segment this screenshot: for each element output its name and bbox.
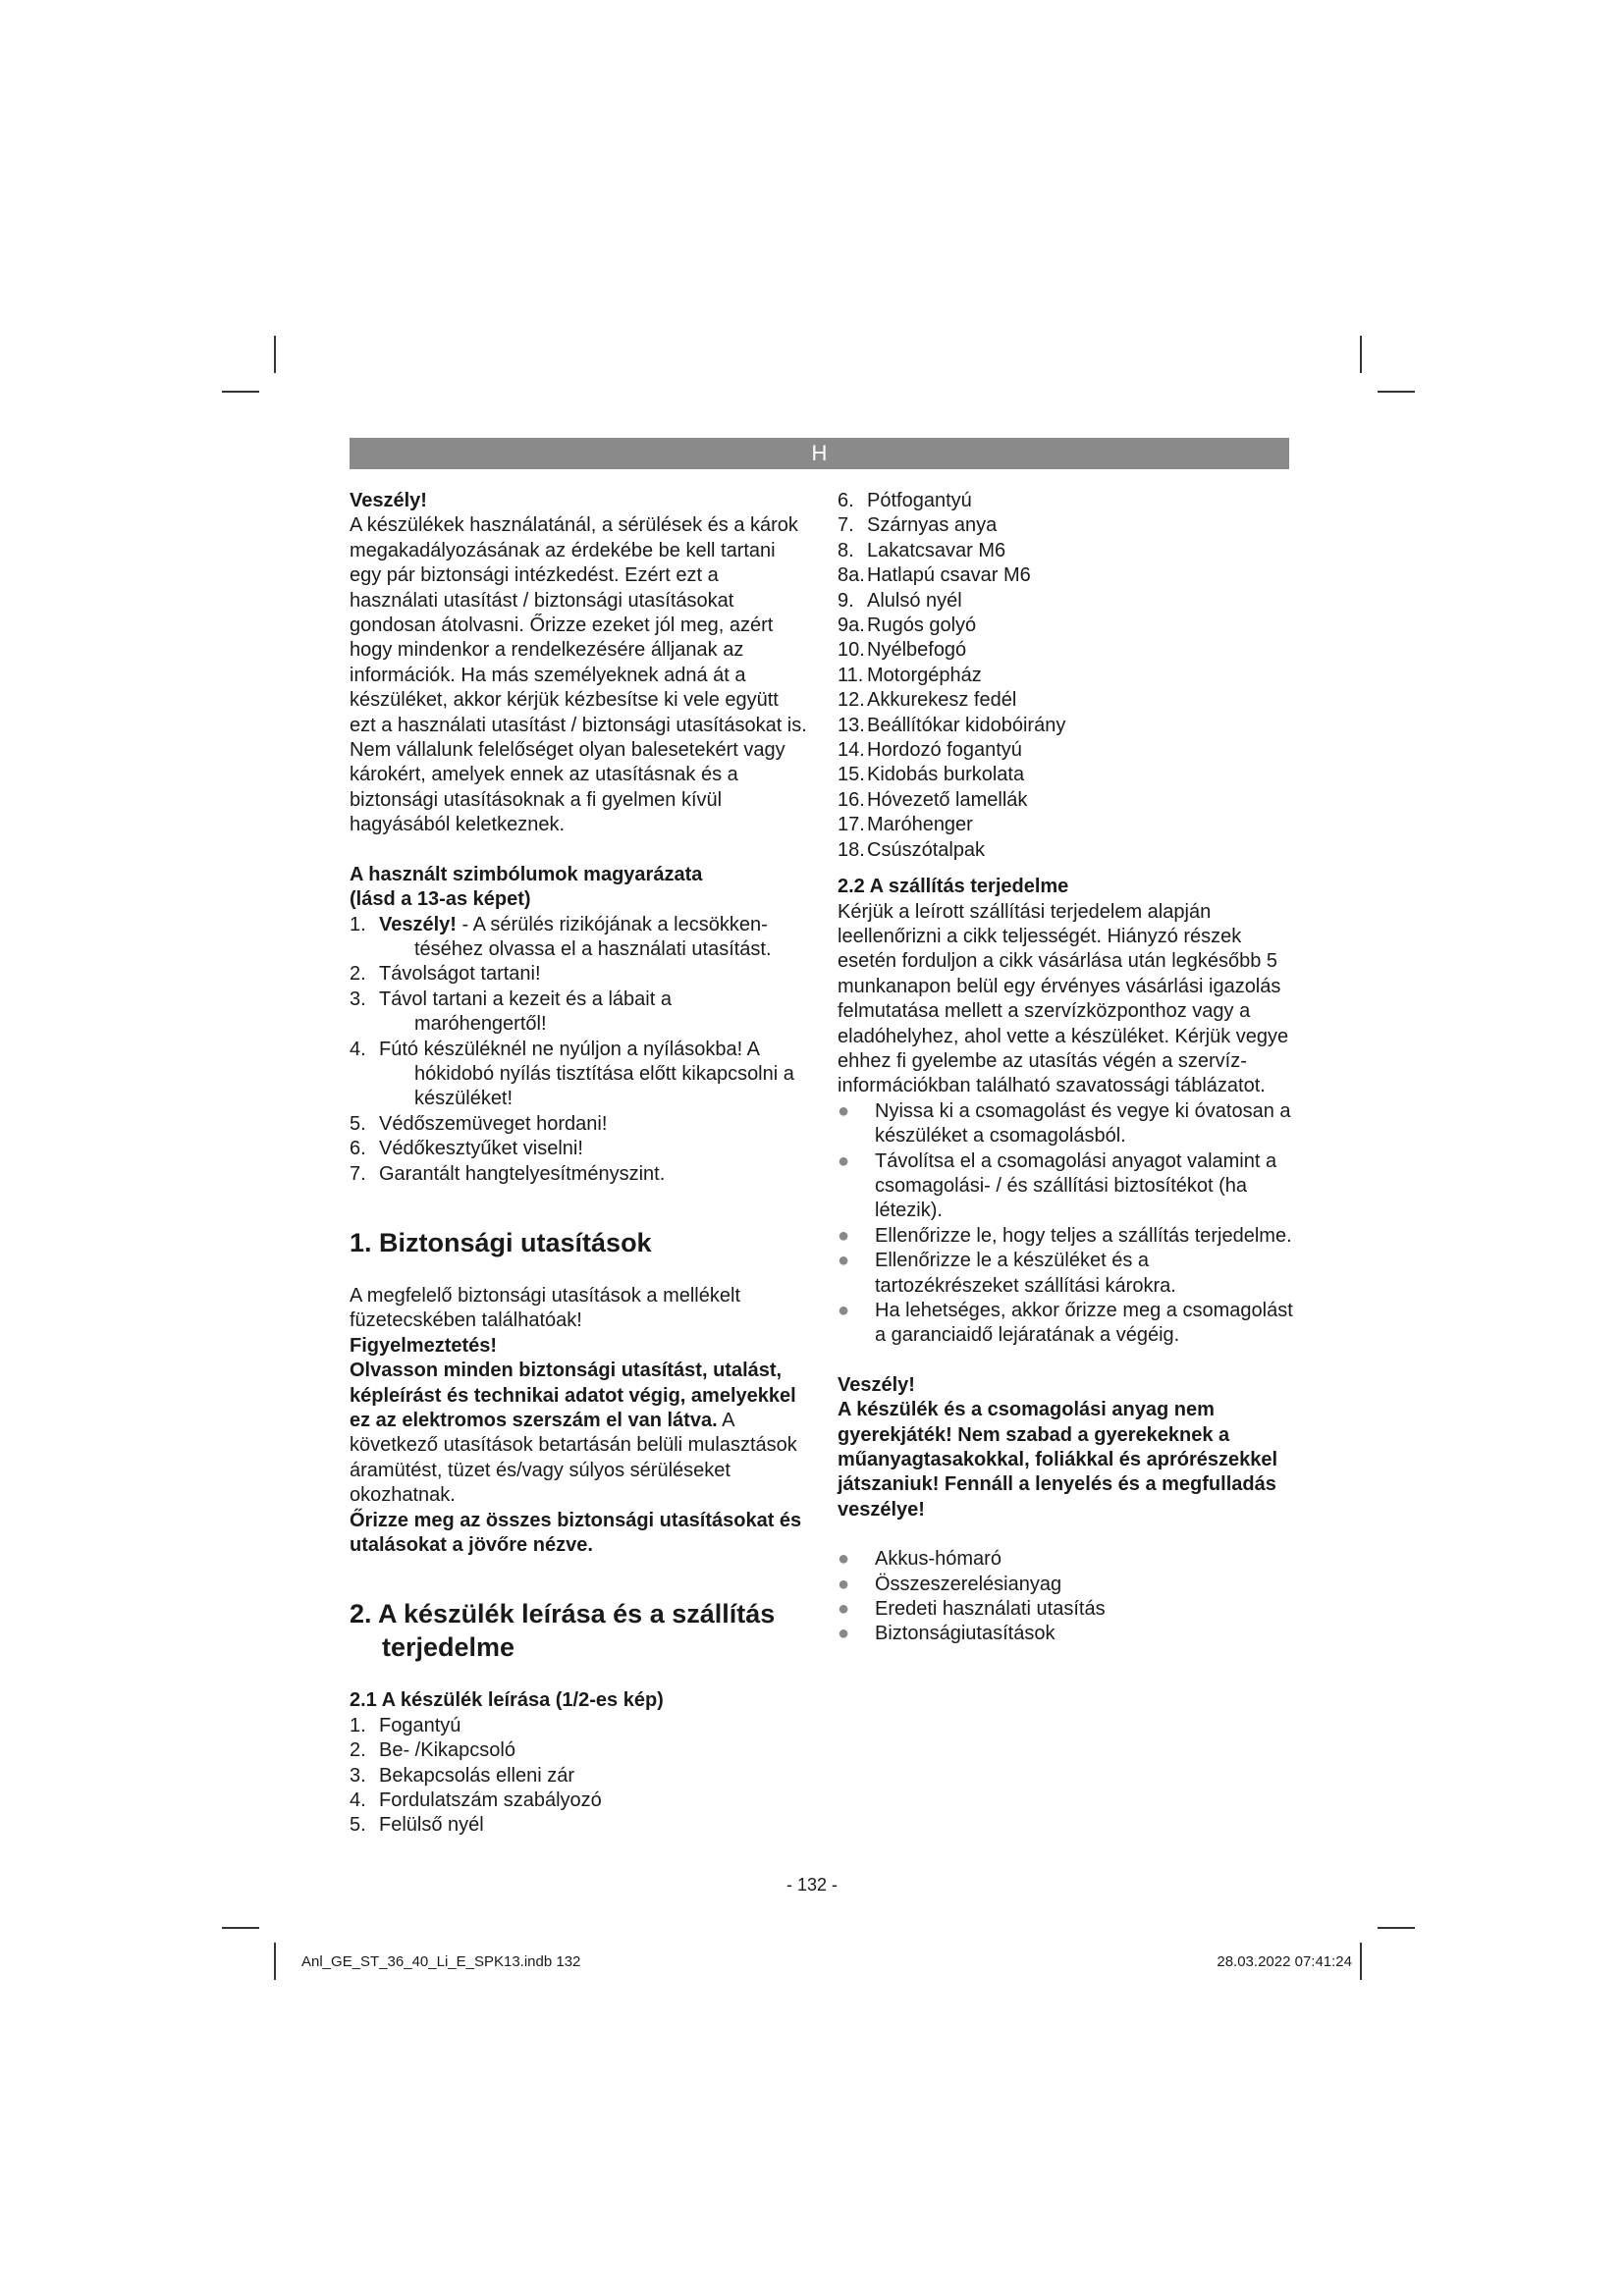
step-item: ● Nyissa ki a csomagolást és vegye ki óvatosan a készüléket a csomagolásból.	[838, 1099, 1291, 1148]
warning-bold-text: Olvasson minden biztonsági utasítást, utalást, képleírást és technikai adatot végig, amelyekkel ez az elektromos szerszám el van látva.	[350, 1360, 796, 1431]
part-item: 17. Maróhenger	[838, 814, 973, 836]
symbol-item: 4. Fútó készüléknél ne nyúljon a nyílásokba! A hókidobó nyílás tisztítása előtt kikapcsolni a készüléket!	[350, 1038, 794, 1110]
crop-mark	[222, 1927, 259, 1929]
crop-mark	[222, 391, 259, 393]
symbol-item: 6. Védőkesztyűket viselni!	[350, 1138, 583, 1160]
part-item: 9a. Rugós golyó	[838, 614, 977, 637]
part-item: 14. Hordozó fogantyú	[838, 739, 1022, 762]
warning-heading: Figyelmeztetés!	[350, 1334, 498, 1357]
danger-2-body: A készülék és a csomagolási anyag nem gyerekjáték! Nem szabad a gyerekeknek a műanyagtasakokkal, foliákkal és aprórészekkel játszaniuk! Fennáll a lenyelés és a megfulladás veszélye!	[838, 1399, 1278, 1521]
step-item: ● Ellenőrizze le a készüléket és a tartozékrészeket szállítási károkra.	[838, 1250, 1176, 1297]
crop-mark	[274, 336, 276, 373]
keep-instructions: Őrizze meg az összes biztonsági utasításokat és utalásokat a jövőre nézve.	[350, 1509, 802, 1557]
step-item: ● Ha lehetséges, akkor őrizze meg a csomagolást a garanciaidő lejáratának a végéig.	[838, 1300, 1293, 1347]
section-1-intro: A megfelelő biztonsági utasítások a mellékelt füzetecskében találhatóak!	[350, 1284, 740, 1332]
file-name: Anl_GE_ST_36_40_Li_E_SPK13.indb 132	[301, 1953, 581, 1970]
symbol-item: 5. Védőszemüveget hordani!	[350, 1112, 608, 1135]
danger-body: A készülékek használatánál, a sérülések és a károk megakadályozásának az érdekébe be kell tartani egy pár biztonsági intézkedést. Ezért ezt a használati utasítást / biztonsági utasításokat gondosan átolvasni. Őrizze ezeket jól meg, azért hogy mindenkor a rendelkezésére álljanak az információk. Ha más személyeknek adná át a készüléket, akkor kérjük kézbesítse ki vele együtt ezt a használati utasítást / biztonsági utasításokat is. Nem vállalunk felelőséget olyan balesetekért vagy károkért, amelyek ennek az utasításnak és a biztonsági utasításoknak a fi gyelmen kívül hagyásából keletkeznek.	[350, 514, 807, 836]
part-item: 11. Motorgépház	[838, 664, 982, 686]
step-item: ● Távolítsa el a csomagolási anyagot valamint a csomagolási- / és szállítási biztosítékot (ha létezik).	[838, 1149, 1277, 1222]
crop-mark	[1360, 336, 1362, 373]
symbol-item: 1. Veszély! - A sérülés rizikójának a lecsökken- téséhez olvassa el a használati utasítást.	[350, 913, 772, 960]
section-2-2-heading: 2.2 A szállítás terjedelme	[838, 876, 1069, 898]
crop-mark	[274, 1943, 276, 1980]
part-item: 18. Csúszótalpak	[838, 838, 986, 861]
part-item: 5. Felülső nyél	[350, 1814, 484, 1837]
symbols-heading: A használt szimbólumok magyarázata	[350, 863, 703, 885]
symbol-item: 3. Távol tartani a kezeit és a lábait a maróhengertől!	[350, 988, 672, 1036]
warning-text: A következő utasítások betartásán belüli mulasztások áramütést, tüzet és/vagy súlyos sérüléseket okozhatnak.	[350, 1410, 797, 1507]
part-item: 12. Akkurekesz fedél	[838, 689, 1017, 712]
part-item: 8. Lakatcsavar M6	[838, 539, 1006, 561]
symbol-item: 2. Távolságot tartani!	[350, 963, 541, 986]
content-item: ● Eredeti használati utasítás	[838, 1598, 1106, 1621]
part-item: 3. Bekapcsolás elleni zár	[350, 1764, 574, 1787]
symbols-heading-sub: (lásd a 13-as képet)	[350, 888, 531, 911]
right-column	[838, 489, 1297, 1647]
part-item: 6. Pótfogantyú	[838, 490, 972, 511]
section-2-2-body: Kérjük a leírott szállítási terjedelem alapján leellenőrizni a cikk teljességét. Hiányzó részek esetén forduljon a cikk vásárlása után legkésőbb 5 munkanapon belül egy érvényes vásárlási igazolás felmutatása mellett a szervízközponthoz vagy a eladóhelyhez, ahol vette a készüléket. Kérjük vegye ehhez fi gyelembe az utasítás végén a szervíz-információkban található szavatossági táblázatot.	[838, 900, 1289, 1097]
content-item: ● Biztonságiutasítások	[838, 1623, 1056, 1645]
part-item: 16. Hóvezető lamellák	[838, 788, 1028, 811]
print-timestamp: 28.03.2022 07:41:24	[1217, 1953, 1352, 1970]
part-item: 13. Beállítókar kidobóirány	[838, 714, 1066, 736]
step-item: ● Ellenőrizze le, hogy teljes a szállítás terjedelme.	[838, 1224, 1292, 1247]
symbol-item: 7. Garantált hangtelyesítményszint.	[350, 1162, 666, 1185]
section-2-title: 2. A készülék leírása és a szállítás terjedelme	[350, 1599, 776, 1663]
content-item: ● Akkus-hómaró	[838, 1548, 1001, 1571]
section-1-title: 1. Biztonsági utasítások	[350, 1227, 652, 1257]
content-item: ● Összeszerelésianyag	[838, 1573, 1062, 1595]
part-item: 1. Fogantyú	[350, 1714, 461, 1736]
part-item: 15. Kidobás burkolata	[838, 764, 1025, 786]
left-column	[350, 489, 809, 1839]
page-number: - 132 -	[785, 1875, 839, 1895]
crop-mark	[1378, 1927, 1415, 1929]
part-item: 4. Fordulatszám szabályozó	[350, 1789, 602, 1812]
crop-mark	[1360, 1943, 1362, 1980]
part-item: 9. Alulsó nyél	[838, 589, 962, 612]
danger-heading: Veszély!	[350, 490, 427, 511]
part-item: 8a. Hatlapú csavar M6	[838, 564, 1031, 587]
danger-2-heading: Veszély!	[838, 1373, 915, 1396]
language-header: H	[350, 438, 1289, 469]
part-item: 2. Be- /Kikapcsoló	[350, 1739, 515, 1762]
part-item: 10. Nyélbefogó	[838, 639, 967, 662]
part-item: 7. Szárnyas anya	[838, 514, 998, 537]
crop-mark	[1378, 391, 1415, 393]
section-2-1-heading: 2.1 A készülék leírása (1/2-es kép)	[350, 1689, 664, 1712]
